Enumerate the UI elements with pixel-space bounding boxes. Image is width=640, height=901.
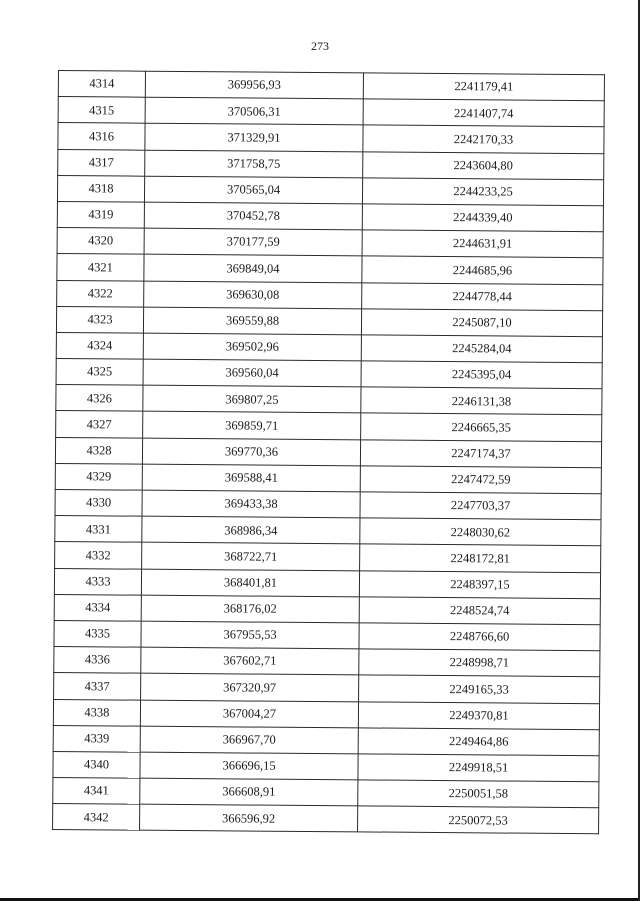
point-number-cell: 4320 bbox=[57, 228, 144, 255]
x-coordinate-cell: 369502,96 bbox=[143, 333, 361, 361]
x-coordinate-cell: 367602,71 bbox=[141, 647, 359, 675]
y-coordinate-cell: 2249464,86 bbox=[358, 728, 599, 756]
x-coordinate-cell: 370452,78 bbox=[144, 202, 362, 230]
point-number-cell: 4318 bbox=[57, 175, 144, 202]
x-coordinate-cell: 366596,92 bbox=[140, 804, 358, 832]
point-number-cell: 4329 bbox=[55, 463, 142, 490]
point-number-cell: 4330 bbox=[55, 489, 142, 516]
x-coordinate-cell: 366608,91 bbox=[140, 778, 358, 806]
x-coordinate-cell: 371329,91 bbox=[145, 124, 363, 152]
y-coordinate-cell: 2247174,37 bbox=[360, 440, 601, 468]
y-coordinate-cell: 2245395,04 bbox=[361, 361, 602, 389]
x-coordinate-cell: 369770,36 bbox=[142, 438, 360, 466]
point-number-cell: 4340 bbox=[53, 751, 140, 778]
y-coordinate-cell: 2247703,37 bbox=[360, 492, 601, 520]
x-coordinate-cell: 371758,75 bbox=[145, 150, 363, 178]
point-number-cell: 4333 bbox=[54, 568, 141, 595]
point-number-cell: 4341 bbox=[53, 778, 140, 805]
y-coordinate-cell: 2250072,53 bbox=[358, 806, 599, 834]
y-coordinate-cell: 2249165,33 bbox=[359, 675, 600, 703]
point-number-cell: 4326 bbox=[56, 385, 143, 412]
y-coordinate-cell: 2244685,96 bbox=[362, 256, 603, 284]
point-number-cell: 4316 bbox=[58, 123, 145, 150]
point-number-cell: 4334 bbox=[54, 594, 141, 621]
y-coordinate-cell: 2246665,35 bbox=[361, 413, 602, 441]
x-coordinate-cell: 369559,88 bbox=[143, 307, 361, 335]
x-coordinate-cell: 369849,04 bbox=[144, 254, 362, 282]
x-coordinate-cell: 369560,04 bbox=[143, 359, 361, 387]
y-coordinate-cell: 2249918,51 bbox=[358, 754, 599, 782]
x-coordinate-cell: 369807,25 bbox=[143, 385, 361, 413]
point-number-cell: 4338 bbox=[53, 699, 140, 726]
y-coordinate-cell: 2247472,59 bbox=[360, 466, 601, 494]
y-coordinate-cell: 2244631,91 bbox=[362, 230, 603, 258]
x-coordinate-cell: 369956,93 bbox=[145, 71, 363, 99]
point-number-cell: 4339 bbox=[53, 725, 140, 752]
y-coordinate-cell: 2245087,10 bbox=[361, 309, 602, 337]
y-coordinate-cell: 2244339,40 bbox=[362, 204, 603, 232]
x-coordinate-cell: 368722,71 bbox=[142, 543, 360, 571]
point-number-cell: 4328 bbox=[55, 437, 142, 464]
x-coordinate-cell: 369433,38 bbox=[142, 490, 360, 518]
x-coordinate-cell: 366696,15 bbox=[140, 752, 358, 780]
y-coordinate-cell: 2244778,44 bbox=[362, 282, 603, 310]
x-coordinate-cell: 368401,81 bbox=[141, 569, 359, 597]
point-number-cell: 4327 bbox=[56, 411, 143, 438]
y-coordinate-cell: 2245284,04 bbox=[361, 335, 602, 363]
coordinates-table bbox=[52, 70, 605, 835]
y-coordinate-cell: 2241407,74 bbox=[363, 99, 604, 127]
x-coordinate-cell: 370565,04 bbox=[144, 176, 362, 204]
y-coordinate-cell: 2244233,25 bbox=[362, 178, 603, 206]
x-coordinate-cell: 367955,53 bbox=[141, 621, 359, 649]
point-number-cell: 4317 bbox=[58, 149, 145, 176]
point-number-cell: 4322 bbox=[57, 280, 144, 307]
point-number-cell: 4321 bbox=[57, 254, 144, 281]
y-coordinate-cell: 2248766,60 bbox=[359, 623, 600, 651]
point-number-cell: 4342 bbox=[53, 804, 140, 831]
x-coordinate-cell: 369630,08 bbox=[144, 281, 362, 309]
x-coordinate-cell: 370506,31 bbox=[145, 97, 363, 125]
point-number-cell: 4324 bbox=[56, 332, 143, 359]
point-number-cell: 4323 bbox=[56, 306, 143, 333]
y-coordinate-cell: 2249370,81 bbox=[358, 701, 599, 729]
y-coordinate-cell: 2248998,71 bbox=[359, 649, 600, 677]
y-coordinate-cell: 2243604,80 bbox=[363, 151, 604, 179]
y-coordinate-cell: 2250051,58 bbox=[358, 780, 599, 808]
x-coordinate-cell: 369588,41 bbox=[142, 464, 360, 492]
point-number-cell: 4319 bbox=[57, 201, 144, 228]
x-coordinate-cell: 367320,97 bbox=[141, 673, 359, 701]
y-coordinate-cell: 2246131,38 bbox=[361, 387, 602, 415]
y-coordinate-cell: 2242170,33 bbox=[363, 125, 604, 153]
point-number-cell: 4315 bbox=[58, 97, 145, 124]
page-number: 273 bbox=[311, 39, 329, 53]
y-coordinate-cell: 2241179,41 bbox=[363, 73, 604, 101]
x-coordinate-cell: 369859,71 bbox=[143, 412, 361, 440]
table-row bbox=[53, 804, 599, 834]
x-coordinate-cell: 368986,34 bbox=[142, 516, 360, 544]
x-coordinate-cell: 367004,27 bbox=[140, 700, 358, 728]
y-coordinate-cell: 2248172,81 bbox=[360, 544, 601, 572]
x-coordinate-cell: 368176,02 bbox=[141, 595, 359, 623]
point-number-cell: 4314 bbox=[58, 71, 145, 98]
x-coordinate-cell: 366967,70 bbox=[140, 726, 358, 754]
x-coordinate-cell: 370177,59 bbox=[144, 228, 362, 256]
point-number-cell: 4337 bbox=[54, 673, 141, 700]
y-coordinate-cell: 2248030,62 bbox=[360, 518, 601, 546]
coordinates-table-body bbox=[53, 71, 605, 835]
point-number-cell: 4331 bbox=[55, 516, 142, 543]
point-number-cell: 4335 bbox=[54, 620, 141, 647]
point-number-cell: 4336 bbox=[54, 647, 141, 674]
point-number-cell: 4332 bbox=[55, 542, 142, 569]
y-coordinate-cell: 2248397,15 bbox=[359, 570, 600, 598]
point-number-cell: 4325 bbox=[56, 359, 143, 386]
y-coordinate-cell: 2248524,74 bbox=[359, 597, 600, 625]
